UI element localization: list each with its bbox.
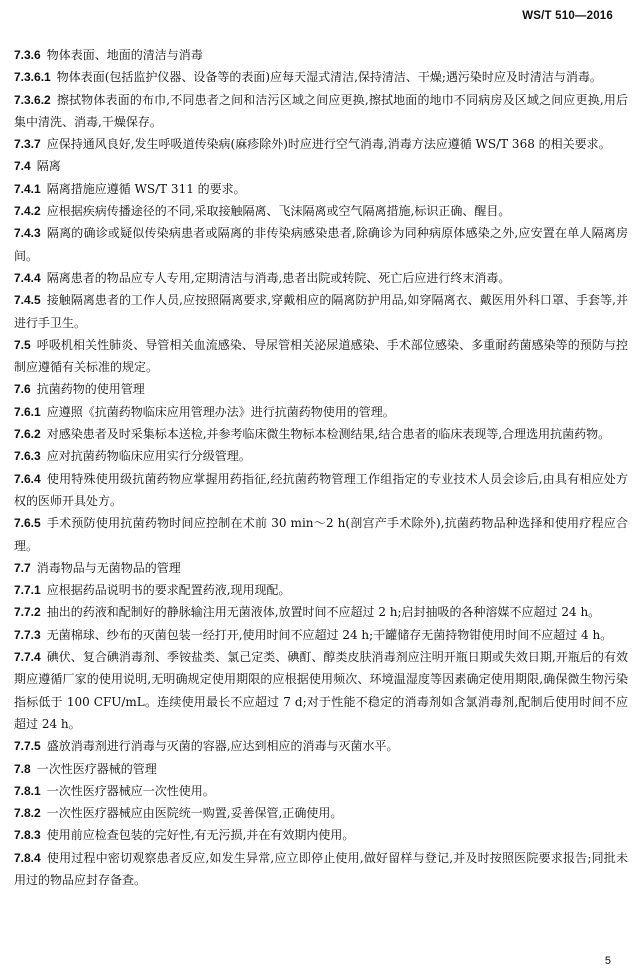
clause-7-7 <box>14 557 628 579</box>
clause-7-6-5 <box>14 512 628 557</box>
clause-number: 7.7.2 <box>14 605 41 620</box>
clause-7-8-1 <box>14 780 628 802</box>
clause-7-4-1 <box>14 178 628 200</box>
clause-number: 7.7.1 <box>14 583 41 598</box>
clause-number: 7.3.6 <box>14 48 41 62</box>
clause-7-5 <box>14 334 628 379</box>
clause-text: 应根据疾病传播途径的不同,采取接触隔离、飞沫隔离或空气隔离措施,标识正确、醒目。 <box>46 204 511 219</box>
clause-7-3-6-2 <box>14 89 628 134</box>
clause-7-7-5 <box>14 735 628 757</box>
clause-number: 7.3.6.1 <box>14 70 51 85</box>
clause-number: 7.6.3 <box>14 449 41 464</box>
clause-text: 抗菌药物的使用管理 <box>36 382 145 397</box>
clause-text: 一次性医疗器械应一次性使用。 <box>46 783 215 798</box>
clause-text: 应根据药品说明书的要求配置药液,现用现配。 <box>46 583 291 598</box>
clause-text: 物体表面(包括监护仪器、设备等的表面)应每天湿式清洁,保持清洁、干燥;遇污染时应及时清洁与消毒。 <box>56 70 602 85</box>
document-body <box>14 44 628 891</box>
clause-number: 7.3.6.2 <box>14 92 51 107</box>
clause-number: 7.3.7 <box>14 137 41 152</box>
clause-7-8-2 <box>14 802 628 824</box>
clause-text: 隔离的确诊或疑似传染病患者或隔离的非传染病感染患者,除确诊为同种病原体感染之外,应安置在单人隔离房间。 <box>14 226 628 263</box>
clause-7-8-4 <box>14 847 628 892</box>
clause-text: 呼吸机相关性肺炎、导管相关血流感染、导尿管相关泌尿道感染、手术部位感染、多重耐药菌感染等的预防与控制应遵循有关标准的规定。 <box>14 337 628 375</box>
clause-number: 7.8.2 <box>14 806 41 821</box>
clause-text: 使用过程中密切观察患者反应,如发生异常,应立即停止使用,做好留样与登记,并及时按照医院要求报告;同批未用过的物品应封存备查。 <box>14 850 628 887</box>
clause-7-7-1 <box>14 579 628 601</box>
clause-text: 应遵照《抗菌药物临床应用管理办法》进行抗菌药物使用的管理。 <box>46 404 395 419</box>
clause-7-7-2 <box>14 601 628 623</box>
clause-text: 隔离患者的物品应专人专用,定期清洁与消毒,患者出院或转院、死亡后应进行终末消毒。 <box>46 270 511 285</box>
clause-text: 抽出的药液和配制好的静脉输注用无菌液体,放置时间不应超过 2 h;启封抽吸的各种溶媒不应超过 24 h。 <box>46 605 601 620</box>
clause-text: 应对抗菌药物临床应用实行分级管理。 <box>46 449 251 464</box>
clause-number: 7.4.1 <box>14 181 41 196</box>
clause-text: 手术预防使用抗菌药物时间应控制在术前 30 min～2 h(剖宫产手术除外),抗菌药物品种选择和使用疗程应合理。 <box>14 516 628 553</box>
clause-number: 7.4.2 <box>14 204 41 219</box>
clause-number: 7.7.5 <box>14 739 41 754</box>
clause-7-3-6-1 <box>14 66 628 88</box>
clause-text: 隔离 <box>36 159 61 174</box>
standard-code-header: WS/T 510—2016 <box>522 10 613 22</box>
clause-7-3-6 <box>14 44 628 66</box>
clause-7-4-4 <box>14 267 628 289</box>
clause-text: 擦拭物体表面的布巾,不同患者之间和洁污区域之间应更换,擦拭地面的地巾不同病房及区域之间应更换,用后集中清洗、消毒,干燥保存。 <box>14 92 628 129</box>
clause-text: 接触隔离患者的工作人员,应按照隔离要求,穿戴相应的隔离防护用品,如穿隔离衣、戴医用外科口罩、手套等,并进行手卫生。 <box>14 293 628 330</box>
clause-number: 7.7 <box>14 560 31 575</box>
clause-7-4-5 <box>14 289 628 334</box>
clause-number: 7.6.4 <box>14 471 41 486</box>
clause-text: 碘伏、复合碘消毒剂、季铵盐类、氯己定类、碘酊、醇类皮肤消毒剂应注明开瓶日期或失效日期,开瓶后的有效期应遵循厂家的使用说明,无明确规定使用期限的应根据使用频次、环境温湿度等因素确定使用期限,确保微生物污染指标低于 100 CFU/mL。连续使用最长不应超过 7 d;对于性能不稳定的消毒剂如含氯消毒剂,配制后使用时间不应超过 24 h。 <box>14 650 628 731</box>
clause-text: 对感染患者及时采集标本送检,并参考临床微生物标本检测结果,结合患者的临床表现等,合理选用抗菌药物。 <box>46 427 611 442</box>
clause-7-8 <box>14 758 628 780</box>
clause-number: 7.7.3 <box>14 627 41 642</box>
clause-7-7-4 <box>14 646 628 735</box>
clause-number: 7.6.5 <box>14 516 41 531</box>
clause-number: 7.6.2 <box>14 427 41 442</box>
clause-7-4 <box>14 155 628 177</box>
clause-text: 一次性医疗器械的管理 <box>36 761 157 776</box>
clause-text: 物体表面、地面的清洁与消毒 <box>46 48 203 62</box>
page-number: 5 <box>604 955 611 967</box>
clause-7-6 <box>14 378 628 400</box>
clause-number: 7.8 <box>14 761 31 776</box>
clause-number: 7.5 <box>14 337 31 352</box>
clause-text: 应保持通风良好,发生呼吸道传染病(麻疹除外)时应进行空气消毒,消毒方法应遵循 WS/T 368 的相关要求。 <box>46 137 611 152</box>
clause-7-7-3 <box>14 624 628 646</box>
clause-7-6-2 <box>14 423 628 445</box>
clause-number: 7.7.4 <box>14 650 41 665</box>
clause-text: 隔离措施应遵循 WS/T 311 的要求。 <box>46 181 246 196</box>
clause-number: 7.4.4 <box>14 270 41 285</box>
clause-7-8-3 <box>14 824 628 846</box>
clause-number: 7.4.5 <box>14 293 41 308</box>
clause-text: 盛放消毒剂进行消毒与灭菌的容器,应达到相应的消毒与灭菌水平。 <box>46 739 399 754</box>
clause-7-4-3 <box>14 222 628 267</box>
clause-number: 7.6.1 <box>14 404 41 419</box>
clause-number: 7.4 <box>14 159 31 174</box>
clause-number: 7.6 <box>14 382 31 397</box>
clause-number: 7.8.3 <box>14 828 41 843</box>
clause-text: 使用特殊使用级抗菌药物应掌握用药指征,经抗菌药物管理工作组指定的专业技术人员会诊后,由具有相应处方权的医师开具处方。 <box>14 471 628 508</box>
clause-text: 消毒物品与无菌物品的管理 <box>36 560 181 575</box>
clause-7-6-4 <box>14 468 628 513</box>
clause-number: 7.4.3 <box>14 226 41 241</box>
clause-number: 7.8.1 <box>14 783 41 798</box>
clause-7-4-2 <box>14 200 628 222</box>
clause-text: 无菌棉球、纱布的灭菌包装一经打开,使用时间不应超过 24 h;干罐储存无菌持物钳使用时间不应超过 4 h。 <box>46 627 613 642</box>
clause-7-6-3 <box>14 445 628 467</box>
clause-7-6-1 <box>14 401 628 423</box>
clause-text: 一次性医疗器械应由医院统一购置,妥善保管,正确使用。 <box>46 806 343 821</box>
clause-text: 使用前应检查包装的完好性,有无污损,并在有效期内使用。 <box>46 828 355 843</box>
clause-number: 7.8.4 <box>14 850 41 865</box>
clause-7-3-7 <box>14 133 628 155</box>
